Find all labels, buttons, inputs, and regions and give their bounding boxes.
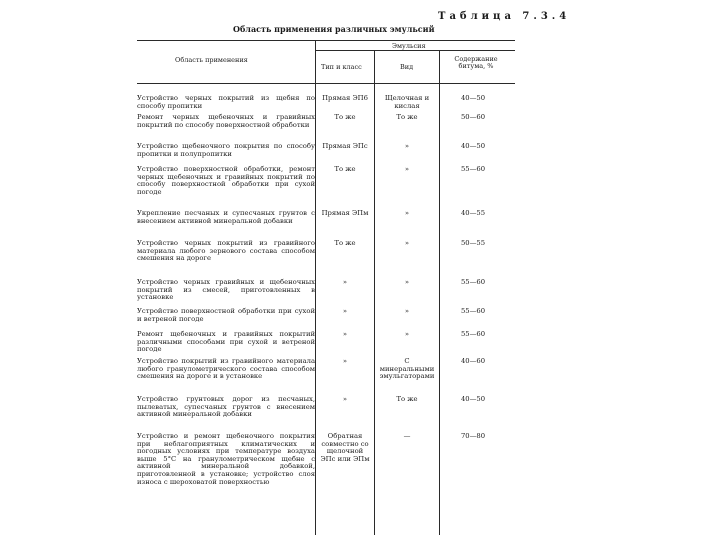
cell-bitumen: 40—50 [460,94,486,102]
cell-bitumen: 40—50 [460,395,486,403]
cell-kind: » [404,209,410,217]
cell-area: Ремонт черных щебеночных и гравийных покрытий по способу поверхностной обработки [137,113,315,129]
cell-bitumen: 55—60 [460,278,486,286]
cell-area: Устройство покрытий из гравийного материала любого гранулометрического состава способом смешения на дороге и в установке [137,357,315,381]
column-rule-1 [315,40,316,535]
cell-type: » [342,357,348,365]
cell-type: » [342,307,348,315]
cell-area: Устройство и ремонт щебеночного покрытия при неблагоприятных климатических и погодных условиях при температуре воздуха выше 5°С на гранулометрическом щебне с активной минеральной добавкой, приготовленной в установке; устройство слоя износа с шероховатой поверхностью [137,432,315,486]
cell-type: » [342,395,348,403]
cell-area: Ремонт щебеночных и гравийных покрытий различными способами при сухой и ветреной погоде [137,330,315,354]
cell-bitumen: 70—80 [460,432,486,440]
cell-area: Устройство черных покрытий из гравийного материала любого зернового состава способом смешения на дороге [137,239,315,263]
table-top-rule [137,40,515,41]
column-rule-3 [439,50,440,535]
cell-bitumen: 50—60 [460,113,486,121]
cell-type: Прямая ЭПс [322,142,368,150]
cell-bitumen: 40—55 [460,209,486,217]
cell-type: Прямая ЭПм [321,209,369,217]
emulsion-group-rule [315,50,515,51]
cell-kind: То же [396,395,418,403]
cell-kind: » [404,278,410,286]
cell-area: Укрепление песчаных и супесчаных грунтов с внесением активной минеральной добавки [137,209,315,225]
cell-type: Обратная совместно со щелочной ЭПс или ЭПм [320,432,370,463]
cell-area: Устройство поверхностной обработки при сухой и ветреной погоде [137,307,315,323]
cell-type: » [342,330,348,338]
table-title: Область применения различных эмульсий [233,24,435,34]
header-type: Тип и класс [321,63,362,71]
cell-bitumen: 50—55 [460,239,486,247]
cell-kind: » [404,307,410,315]
cell-bitumen: 55—60 [460,165,486,173]
header-bottom-rule [137,83,515,84]
cell-kind: » [404,142,410,150]
column-rule-2 [374,50,375,535]
cell-bitumen: 55—60 [460,307,486,315]
cell-kind: — [403,432,411,440]
cell-area: Устройство грунтовых дорог из песчаных, пылеватых, супесчаных грунтов с внесением активной минеральной добавки [137,395,315,419]
cell-area: Устройство черных гравийных и щебеночных покрытий из смесей, приготовленных в установке [137,278,315,302]
cell-kind: » [404,165,410,173]
cell-type: Прямая ЭП6 [322,94,368,102]
cell-area: Устройство щебеночного покрытия по способу пропитки и полупропитки [137,142,315,158]
header-emulsion-group: Эмульсия [392,42,426,50]
cell-bitumen: 55—60 [460,330,486,338]
cell-type: То же [334,113,356,121]
table-label: Таблица 7.3.4 [438,11,571,22]
cell-kind: » [404,239,410,247]
cell-kind: То же [396,113,418,121]
cell-kind: С минеральными эмульгаторами [379,357,435,381]
cell-bitumen: 40—60 [460,357,486,365]
cell-type: » [342,278,348,286]
header-bitumen: Содержание битума, % [454,55,498,70]
cell-area: Устройство черных покрытий из щебня по способу пропитки [137,94,315,110]
cell-kind: » [404,330,410,338]
header-kind: Вид [400,63,414,71]
cell-bitumen: 40—50 [460,142,486,150]
cell-type: То же [334,165,356,173]
cell-kind: Щелочная и кислая [384,94,430,110]
cell-area: Устройство поверхностной обработки, ремонт черных щебеночных и гравийных покрытий по способу поверхностной обработки при сухой погоде [137,165,315,196]
header-area: Область применения [175,56,248,64]
cell-type: То же [334,239,356,247]
